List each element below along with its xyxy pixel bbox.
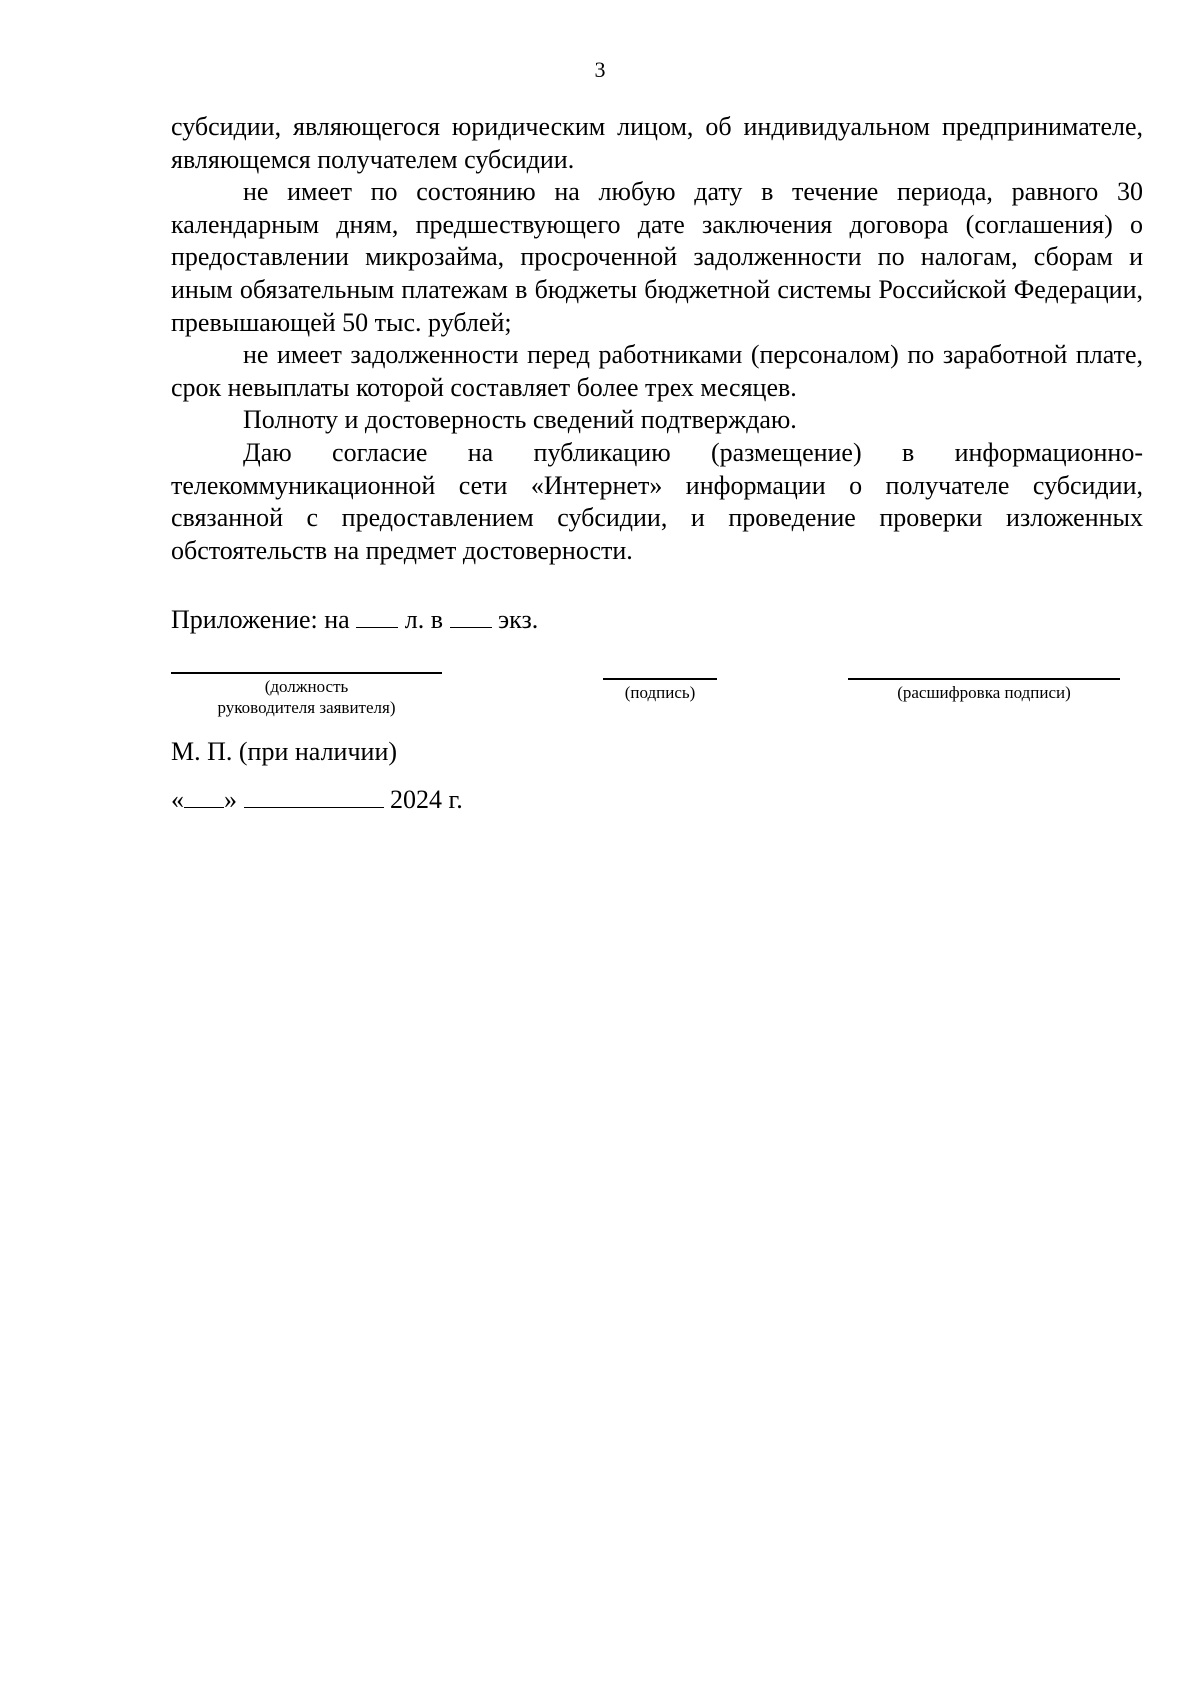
decoding-signature-line — [848, 678, 1120, 680]
paragraph-confirmation: Полноту и достоверность сведений подтверждаю. — [243, 405, 797, 435]
paragraph-wage-debt: не имеет задолженности перед работниками (персоналом) по заработной плате, срок невыплаты которой составляет более трех месяцев. — [171, 340, 1143, 402]
position-signature-line — [171, 672, 442, 674]
signature-line — [603, 678, 717, 680]
attachment-prefix: Приложение: на — [171, 605, 350, 634]
page-number: 3 — [594, 57, 606, 82]
document-body — [171, 111, 1143, 567]
paragraph-continuation: субсидии, являющегося юридическим лицом, об индивидуальном предпринимателе, являющемся получателем субсидии. — [171, 112, 1143, 174]
position-caption-line1: (должность — [264, 677, 349, 696]
attachment-copies-blank — [450, 605, 492, 628]
date-close-quote: » — [224, 785, 237, 814]
signature-caption: (подпись) — [624, 683, 696, 702]
attachment-line — [171, 604, 538, 636]
stamp-note: М. П. (при наличии) — [171, 737, 398, 766]
position-caption — [171, 676, 442, 718]
decoding-caption: (расшифровка подписи) — [897, 683, 1071, 702]
date-month-blank — [244, 785, 384, 808]
attachment-middle: л. в — [404, 605, 443, 634]
date-line — [171, 784, 463, 816]
paragraph-tax-debt: не имеет по состоянию на любую дату в течение периода, равного 30 календарным дням, предшествующего дате заключения договора (соглашения) о предоставлении микрозайма, просроченной задолженности по налогам, сборам и иным обязательным платежам в бюджеты бюджетной системы Российской Федерации, превышающей 50 тыс. рублей; — [171, 177, 1143, 337]
position-caption-line2: руководителя заявителя) — [217, 698, 396, 717]
paragraph-consent: Даю согласие на публикацию (размещение) в информационно-телекоммуникационной сети «Интернет» информации о получателе субсидии, связанной с предоставлением субсидии, и проведение проверки изложенных обстоятельств на предмет достоверности. — [171, 437, 1143, 565]
date-open-quote: « — [171, 785, 184, 814]
attachment-pages-blank — [356, 605, 398, 628]
attachment-suffix: экз. — [498, 605, 539, 634]
date-year: 2024 г. — [390, 785, 463, 814]
date-day-blank — [184, 785, 224, 808]
